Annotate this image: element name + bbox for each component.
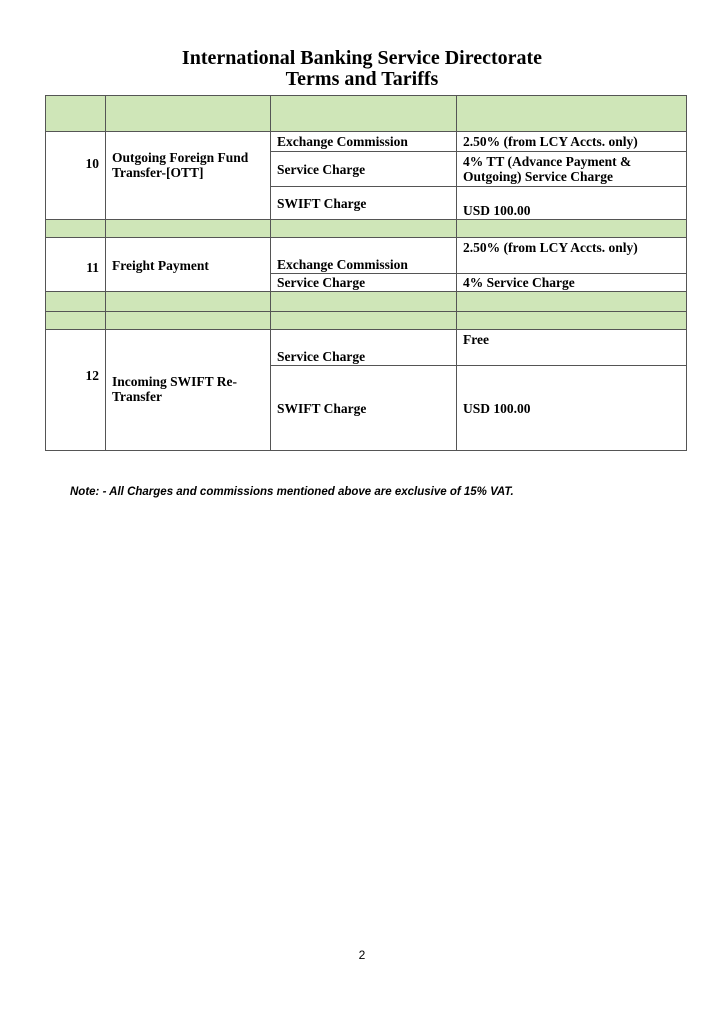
charge-value: 4% TT (Advance Payment & Outgoing) Service Charge <box>457 152 687 187</box>
charge-value: 2.50% (from LCY Accts. only) <box>457 238 687 274</box>
table-row <box>46 238 687 274</box>
table-header-row <box>46 96 687 132</box>
charge-value: 4% Service Charge <box>457 274 687 292</box>
charge-type: Service Charge <box>271 274 457 292</box>
row-number: 12 <box>46 330 106 451</box>
tariff-table <box>45 95 687 451</box>
charge-value: USD 100.00 <box>457 366 687 451</box>
charge-type: SWIFT Charge <box>271 366 457 451</box>
charge-value: Free <box>457 330 687 366</box>
page-title: International Banking Service Directorate <box>181 47 543 69</box>
charge-value: 2.50% (from LCY Accts. only) <box>457 132 687 152</box>
table-row <box>46 132 687 152</box>
separator-row <box>46 312 687 330</box>
page-number: 2 <box>358 948 366 962</box>
row-number: 10 <box>46 132 106 220</box>
header-cell <box>271 96 457 132</box>
service-name: Outgoing Foreign Fund Transfer-[OTT] <box>106 132 271 220</box>
charge-type: Exchange Commission <box>271 132 457 152</box>
charge-type: SWIFT Charge <box>271 187 457 220</box>
separator-row <box>46 292 687 312</box>
charge-value: USD 100.00 <box>457 187 687 220</box>
vat-note: Note: - All Charges and commissions mentioned above are exclusive of 15% VAT. <box>70 486 514 498</box>
service-name: Freight Payment <box>106 238 271 292</box>
charge-type: Service Charge <box>271 330 457 366</box>
table-row <box>46 330 687 366</box>
header-cell <box>457 96 687 132</box>
service-name: Incoming SWIFT Re-Transfer <box>106 330 271 451</box>
charge-type: Service Charge <box>271 152 457 187</box>
row-number: 11 <box>46 238 106 292</box>
header-cell <box>46 96 106 132</box>
charge-type: Exchange Commission <box>271 238 457 274</box>
page-subtitle: Terms and Tariffs <box>285 68 439 90</box>
header-cell <box>106 96 271 132</box>
separator-row <box>46 220 687 238</box>
